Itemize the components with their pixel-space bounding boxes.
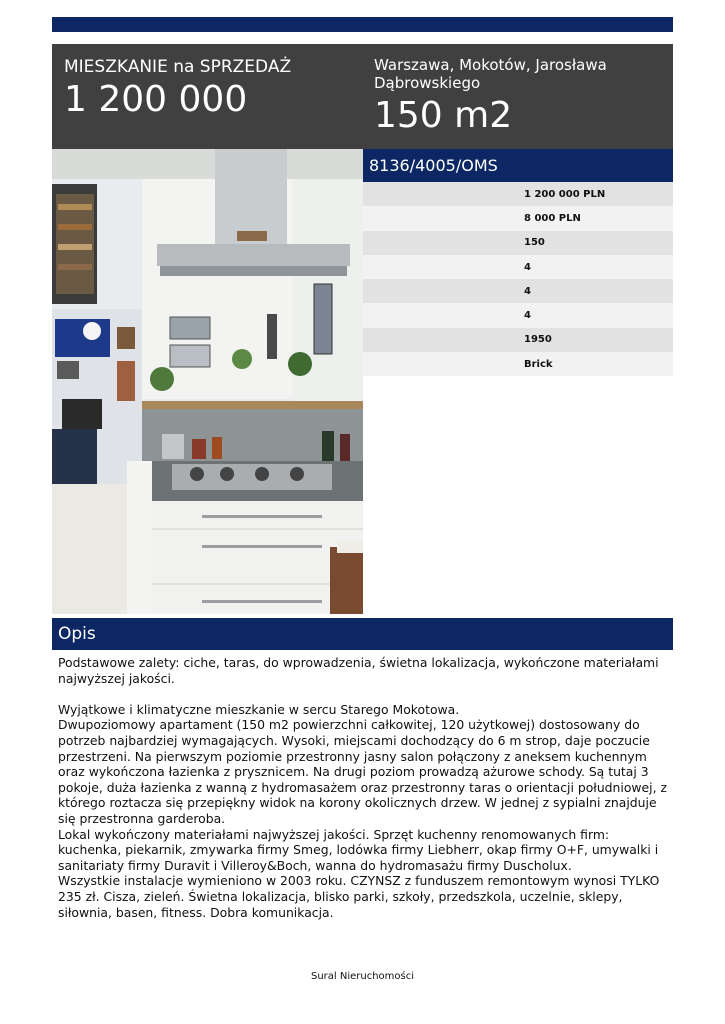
price: 1 200 000	[64, 79, 248, 120]
details-value: 1 200 000 PLN	[524, 188, 606, 200]
details-row	[363, 255, 673, 279]
details-row	[363, 279, 673, 303]
details-value: 4	[524, 285, 531, 297]
details-table	[363, 182, 673, 376]
description-line: Wszystkie instalacje wymieniono w 2003 roku. CZYNSZ z funduszem remontowym wynosi TYLKO 235 zł. Cisza, zieleń. Świetna lokalizacja, blisko parki, szkoły, przedszkola, uczelnie, sklepy, siłownia, basen, fitness. Dobra komunikacja.	[58, 873, 660, 920]
details-row-price	[363, 182, 673, 206]
details-value: 4	[524, 310, 531, 322]
description-intro: Podstawowe zalety: ciche, taras, do wprowadzenia, świetna lokalizacja, wykończone materiałami najwyższej jakości.	[58, 655, 659, 686]
reference-bar	[363, 149, 673, 182]
details-row-material	[363, 352, 673, 376]
description-line: Wyjątkowe i klimatyczne mieszkanie w sercu Starego Mokotowa.	[58, 701, 460, 717]
offer-type: MIESZKANIE na SPRZEDAŻ	[64, 57, 292, 77]
location: Warszawa, Mokotów, Jarosława Dąbrowskiego	[374, 56, 607, 92]
details-value: Brick	[524, 358, 553, 370]
top-accent-bar	[52, 17, 673, 32]
details-row-year	[363, 328, 673, 352]
description-line: Dwupoziomowy apartament (150 m2 powierzchni całkowitej, 120 użytkowej) dostosowany do potrzeb najbardziej wymagających. Wysoki, miejscami dochodzący do 6 m strop, daje poczucie przestrzeni. Na pierwszym poziomie przestronny jasny salon połączony z aneksem kuchennym oraz wykończona łazienka z prysznicem. Na drugi poziom prowadzą ażurowe schody. Są tutaj 3 pokoje, duża łazienka z wanną z hydromasażem oraz przestronny taras o orientacji południowej, z którego roztacza się przepiękny widok na korony okolicznych drzew. W jednej z sypialni znajduje się przestronna garderoba.	[58, 717, 667, 826]
details-value: 150	[524, 237, 545, 249]
paragraph-spacer	[58, 686, 668, 702]
header-right	[374, 56, 664, 138]
details-value: 4	[524, 261, 531, 273]
details-row	[363, 303, 673, 327]
footer-agency: Sural Nieruchomości	[310, 971, 415, 982]
area: 150 m2	[374, 95, 513, 136]
listing-header	[52, 44, 673, 149]
details-row-area	[363, 231, 673, 255]
kitchen-photo	[52, 149, 363, 614]
description-body	[58, 655, 668, 920]
details-value: 1950	[524, 334, 552, 346]
description-line: Lokal wykończony materiałami najwyższej jakości. Sprzęt kuchenny renomowanych firm: kuchenka, piekarnik, zmywarka firmy Smeg, lodówka firmy Liebherr, okap firmy O+F, umywalki i sanitariaty firmy Duravit i Villeroy&Boch, wanna do hydromasażu firmy Duscholux.	[58, 826, 659, 873]
details-row-price-per-m2	[363, 206, 673, 230]
details-value: 8 000 PLN	[524, 212, 581, 224]
reference-number: 8136/4005/OMS	[369, 156, 498, 175]
header-left	[64, 56, 364, 122]
description-heading-bar	[52, 618, 673, 650]
description-heading: Opis	[58, 624, 96, 644]
